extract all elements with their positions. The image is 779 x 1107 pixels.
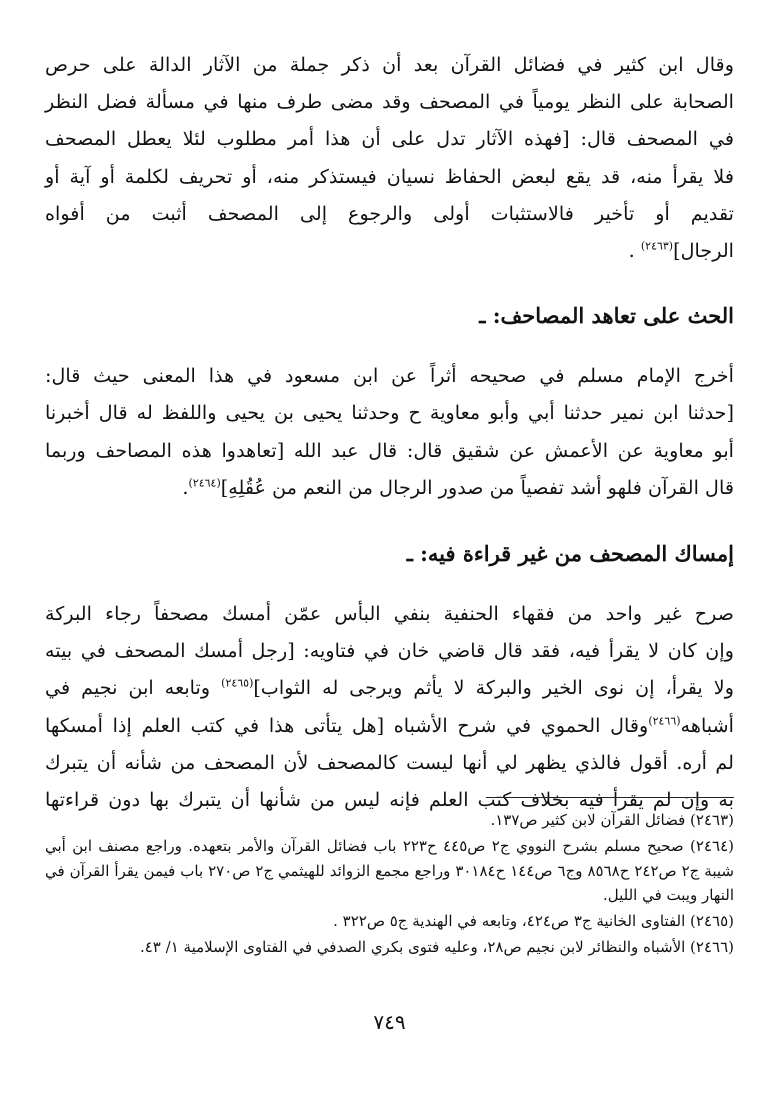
text-fragment: وتابعه ابن نجيم في	[45, 676, 222, 700]
paragraph-ibn-kathir	[45, 46, 734, 269]
footnote-2466: (٢٤٦٦) الأشباه والنظائر لابن نجيم ص٢٨، وعليه فتوى بكري الصدفي في الفتاوى الإسلامية ١/ ٤٣.	[139, 938, 734, 957]
text-fragment: .	[182, 475, 189, 499]
page-number: ٧٤٩	[373, 1010, 406, 1034]
text-line: في المصحف قال: [فهذه الآثار تدل على أن هذا أمر مطلوب لئلا يعطل المصحف	[45, 127, 734, 151]
text-line: أخرج الإمام مسلم في صحيحه أثراً عن ابن مسعود في هذا المعنى حيث قال:	[45, 364, 734, 388]
text-line: وقال ابن كثير في فضائل القرآن بعد أن ذكر جملة من الآثار الدالة على حرص	[45, 53, 734, 76]
text-line: وإن كان لا يقرأ فيه، فقد قال قاضي خان في فتاويه: [رجل أمسك المصحف في بيته	[45, 639, 734, 663]
text-line	[45, 669, 734, 706]
footnote-ref[interactable]: (٢٤٦٤)	[188, 476, 221, 490]
text-line	[45, 707, 734, 744]
footnote-2464: (٢٤٦٤) صحيح مسلم بشرح النووي ج٢ ص٤٤٥ ح٢٢٣ باب فضائل القرآن والأمر بتعهده. وراجع مصنف ابن أبي شيبة ج٢ ص٢٤٢ ح٨٥٦٨ وج٦ ص١٤٤ ح٣٠١٨٤ وراجع مجمع الزوائد للهيثمي ج٢ ص٢٧٠ باب فيمن يقرأ القرآن في النهار ويبت في الليل.	[45, 837, 735, 904]
text-line: فلا يقرأ منه، قد يقع لبعض الحفاظ نسيان فيستذكر منه، أو تحريف لكلمة أو آية أو	[45, 164, 734, 188]
footnote-2465: (٢٤٦٥) الفتاوى الخانية ج٣ ص٤٢٤، وتابعه في الهندية ج٥ ص٣٢٢ .	[333, 912, 734, 931]
section-heading-imsak: إمساك المصحف من غير قراءة فيه: ـ	[406, 541, 734, 567]
footnote-2463: (٢٤٦٣) فضائل القرآن لابن كثير ص١٣٧.	[490, 811, 734, 829]
footnote-ref[interactable]: (٢٤٦٣)	[640, 239, 674, 253]
section-heading-tahahud: الحث على تعاهد المصاحف: ـ	[479, 303, 734, 329]
text-line: لم أره. أقول فالذي يظهر لي أنها ليست كالمصحف لأن المصحف من شأنه أن يتبرك	[45, 750, 734, 774]
text-line: به وإن لم يقرأ فيه بخلاف كتب العلم فإنه ليس من شأنها أن يتبرك بها دون قراءتها	[45, 788, 734, 812]
text-line: صرح غير واحد من فقهاء الحنفية بنفي البأس عمّن أمسك مصحفاً رجاء البركة	[45, 602, 734, 626]
text-fragment: قال القرآن فلهو أشد تفصياً من صدور الرجال من النعم من عُقُلِهِ]	[220, 475, 734, 499]
text-fragment: ولا يقرأ، إن نوى الخير والبركة لا يأثم ويرجى له الثواب]	[253, 676, 734, 700]
text-fragment: الرجال]	[673, 239, 734, 263]
footnote-divider	[486, 797, 734, 798]
text-line	[45, 469, 734, 506]
footnotes	[45, 808, 734, 960]
footnote-ref[interactable]: (٢٤٦٥)	[221, 677, 254, 691]
paragraph-hanafiyya	[45, 595, 734, 818]
text-line: تقديم أو تأخير فالاستثبات أولى والرجوع إلى المصحف أثبت من أفواه	[45, 201, 734, 225]
text-line: أبو معاوية عن الأعمش عن شقيق قال: قال عبد الله [تعاهدوا هذه المصاحف وربما	[45, 438, 734, 462]
text-fragment: أشباهه	[680, 713, 734, 737]
text-fragment: .	[628, 239, 641, 263]
text-fragment: وقال الحموي في شرح الأشباه [هل يتأتى هذا في كتب العلم إذا أمسكها	[45, 713, 649, 737]
text-line: [حدثنا ابن نمير حدثنا أبي وأبو معاوية ح وحدثنا يحيى بن يحيى واللفظ له قال أخبرنا	[45, 401, 734, 425]
text-line: الصحابة على النظر يومياً في المصحف وقد مضى طرف منها في مسألة فضل النظر	[45, 90, 734, 114]
text-line	[45, 232, 734, 269]
footnote-ref[interactable]: (٢٤٦٦)	[648, 714, 681, 728]
paragraph-muslim	[45, 357, 734, 506]
